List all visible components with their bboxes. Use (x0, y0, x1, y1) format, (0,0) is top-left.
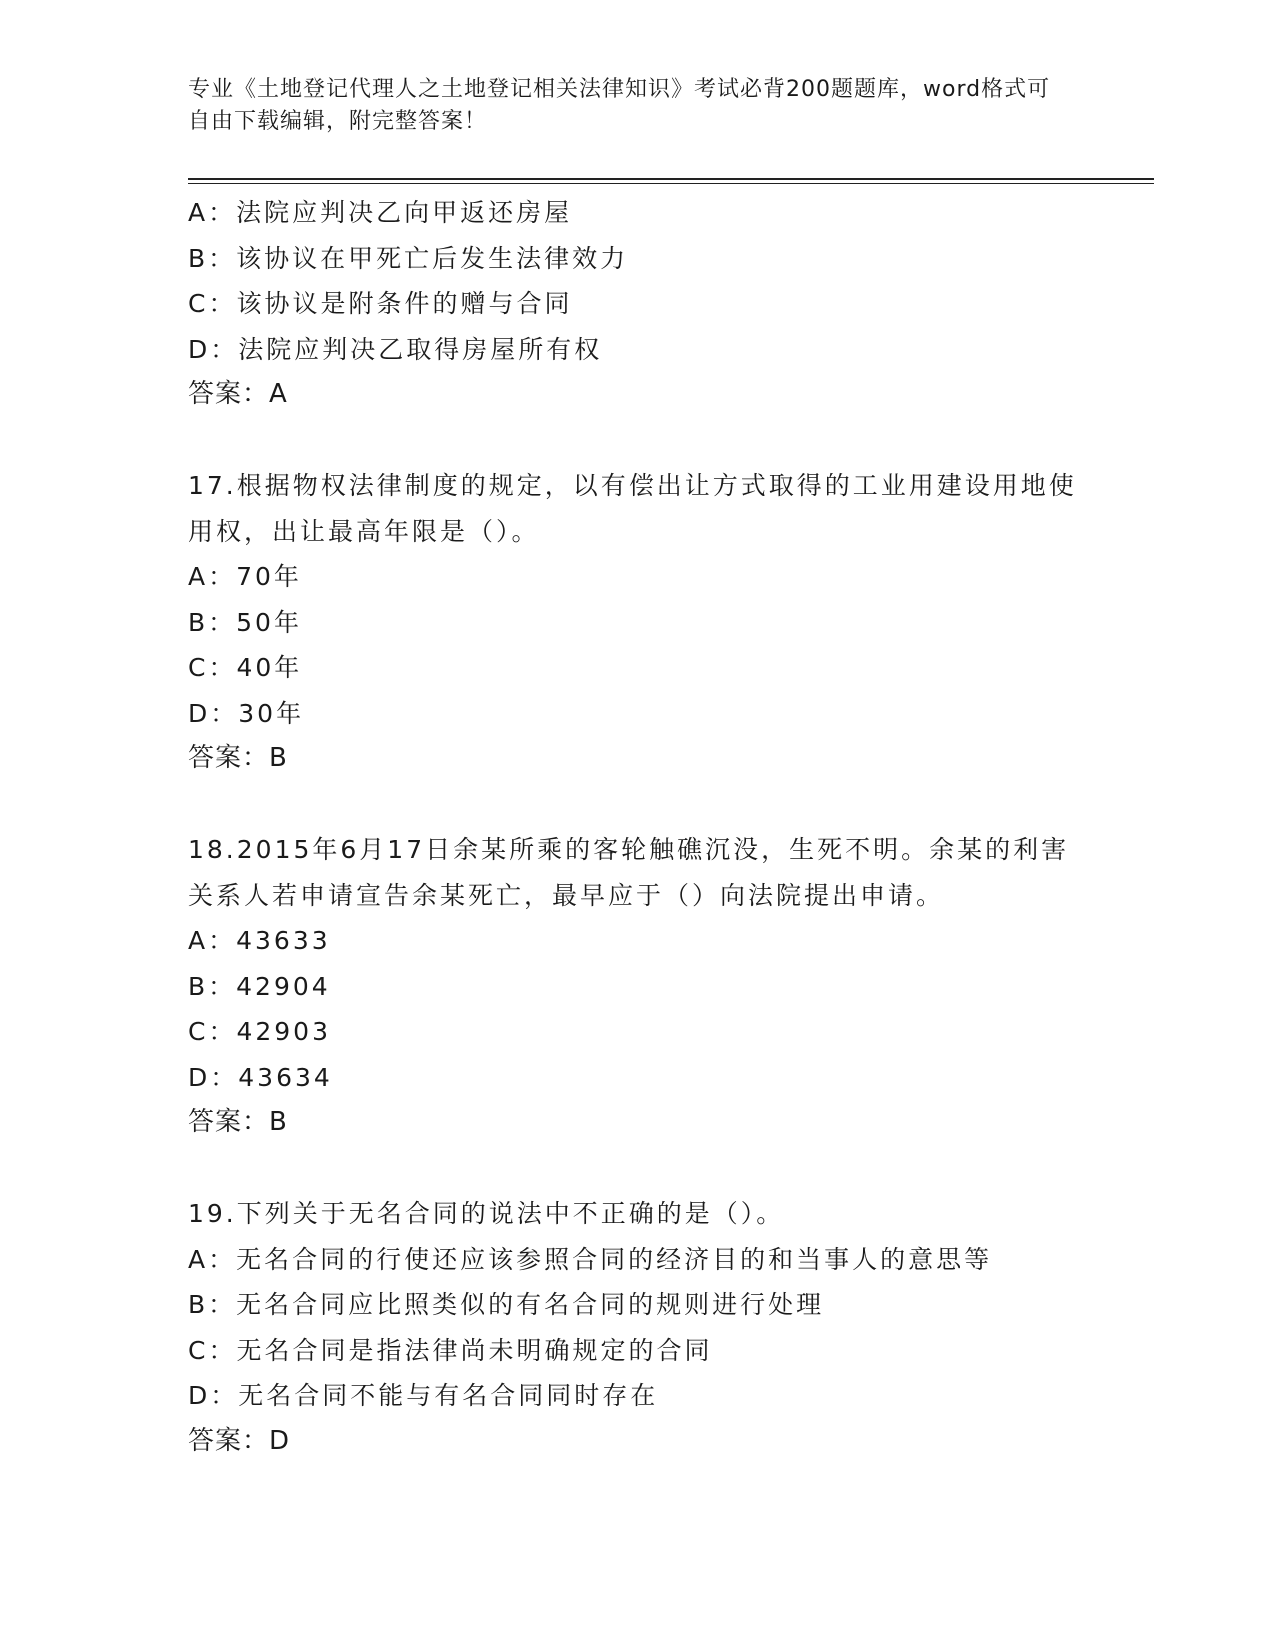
option-c: C：42903 (188, 1017, 331, 1046)
option-a: A：法院应判决乙向甲返还房屋 (188, 198, 573, 227)
option-d: D：无名合同不能与有名合同同时存在 (188, 1381, 659, 1410)
answer: 答案：B (188, 1107, 288, 1137)
question-19 (188, 1191, 1088, 1464)
option-d: D：法院应判决乙取得房屋所有权 (188, 334, 603, 364)
document-header: 专业《土地登记代理人之土地登记相关法律知识》考试必背200题题库，word格式可自由下载编辑，附完整答案！ (188, 77, 1051, 134)
question-stem: 17.根据物权法律制度的规定，以有偿出让方式取得的工业用建设用地使用权，出让最高年限是（）。 (188, 471, 1077, 546)
answer: 答案：A (188, 379, 288, 409)
option-c: C：无名合同是指法律尚未明确规定的合同 (188, 1335, 713, 1365)
question-18 (188, 827, 1088, 1146)
question-list (188, 190, 1088, 1464)
option-a: A：43633 (188, 926, 331, 955)
answer: 答案：D (188, 1425, 291, 1456)
option-d: D：43634 (188, 1062, 333, 1092)
question-16-continued (188, 190, 1088, 418)
option-d: D：30年 (188, 698, 305, 728)
question-17 (188, 463, 1088, 782)
option-b: B：50年 (188, 607, 302, 637)
question-stem: 18.2015年6月17日余某所乘的客轮触礁沉没，生死不明。余某的利害关系人若申请宣告余某死亡，最早应于（）向法院提出申请。 (188, 835, 1070, 910)
option-b: B：无名合同应比照类似的有名合同的规则进行处理 (188, 1290, 825, 1319)
option-b: B：42904 (188, 971, 331, 1001)
answer: 答案：B (188, 743, 288, 773)
question-stem: 19.下列关于无名合同的说法中不正确的是（）。 (188, 1199, 785, 1228)
option-a: A：无名合同的行使还应该参照合同的经济目的和当事人的意思等 (188, 1244, 993, 1274)
header-rule-thin (188, 183, 1154, 184)
option-c: C：该协议是附条件的赠与合同 (188, 289, 573, 318)
option-c: C：40年 (188, 653, 303, 682)
option-b: B：该协议在甲死亡后发生法律效力 (188, 243, 629, 273)
option-a: A：70年 (188, 562, 302, 591)
header-rule-thick (188, 178, 1154, 180)
